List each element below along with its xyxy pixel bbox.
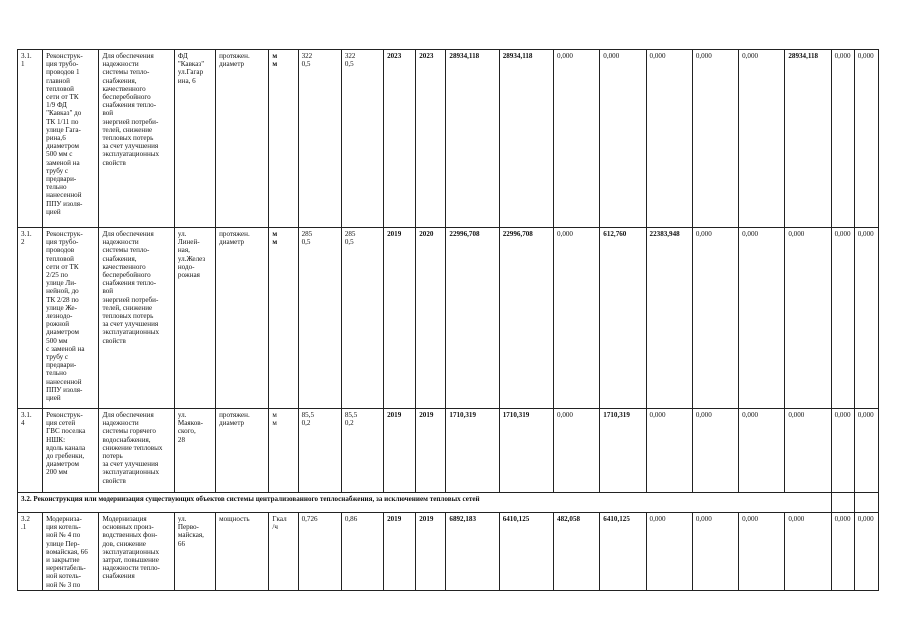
cost-value: 0,000 bbox=[692, 50, 738, 228]
project-purpose: Для обеспечения надежности системы тепло- снабжения, качественного бесперебойного снабжения тепло- вой энергией потреби- телей, снижение тепловых потерь за счет улучшения эксплуатационных свойств bbox=[99, 228, 174, 409]
value-before: 322 0,5 bbox=[298, 50, 341, 228]
year-start: 2019 bbox=[384, 228, 416, 409]
cost-value: 0,000 bbox=[831, 409, 854, 493]
cost-value: 0,000 bbox=[831, 50, 854, 228]
year-start: 2023 bbox=[384, 50, 416, 228]
project-address: ул. Перво- майская, 66 bbox=[174, 513, 215, 591]
cost-value: 482,058 bbox=[554, 513, 600, 591]
project-name: Модерниза- ция котель- ной № 4 по улице Пер- вомайская, 66 и закрытие нерентабель- ной котель- ной № 3 по bbox=[43, 513, 99, 591]
parameter-name: мощность bbox=[216, 513, 269, 591]
row-number: 3.2 .1 bbox=[18, 513, 43, 591]
year-end: 2020 bbox=[416, 228, 446, 409]
table-row bbox=[18, 228, 879, 409]
row-number: 3.1. 4 bbox=[18, 409, 43, 493]
cost-total: 1710,319 bbox=[446, 409, 499, 493]
table-row bbox=[18, 409, 879, 493]
unit: м м bbox=[269, 50, 298, 228]
cost-remaining: 28934,118 bbox=[499, 50, 553, 228]
cost-value: 6410,125 bbox=[600, 513, 646, 591]
year-start: 2019 bbox=[384, 513, 416, 591]
value-after: 0,86 bbox=[341, 513, 383, 591]
cost-value: 612,760 bbox=[600, 228, 646, 409]
cost-value: 0,000 bbox=[785, 513, 831, 591]
parameter-name: протяжен. диаметр bbox=[216, 409, 269, 493]
cost-total: 28934,118 bbox=[446, 50, 499, 228]
cost-value: 22383,948 bbox=[646, 228, 692, 409]
cost-value: 0,000 bbox=[554, 409, 600, 493]
cost-value: 0,000 bbox=[646, 409, 692, 493]
year-end: 2019 bbox=[416, 409, 446, 493]
section-header-row bbox=[18, 493, 879, 513]
cost-value: 0,000 bbox=[554, 228, 600, 409]
cost-value: 0,000 bbox=[600, 50, 646, 228]
unit: Гкал /ч bbox=[269, 513, 298, 591]
cost-total: 22996,708 bbox=[446, 228, 499, 409]
cost-remaining: 6410,125 bbox=[499, 513, 553, 591]
cost-value: 0,000 bbox=[785, 409, 831, 493]
cost-total: 6892,183 bbox=[446, 513, 499, 591]
parameter-name: протяжен. диаметр bbox=[216, 228, 269, 409]
unit: м м bbox=[269, 228, 298, 409]
cost-value: 0,000 bbox=[692, 409, 738, 493]
year-start: 2019 bbox=[384, 409, 416, 493]
project-purpose: Для обеспечения надежности системы горячего водоснабжения, снижение тепловых потерь за счет улучшения эксплуатационных свойств bbox=[99, 409, 174, 493]
section-title: 3.2. Реконструкция или модернизация существующих объектов системы централизованного теплоснабжения, за исключением тепловых сетей bbox=[18, 493, 832, 513]
value-before: 85,5 0,2 bbox=[298, 409, 341, 493]
empty-cell bbox=[831, 493, 854, 513]
parameter-name: протяжен. диаметр bbox=[216, 50, 269, 228]
cost-value: 0,000 bbox=[854, 228, 878, 409]
cost-value: 0,000 bbox=[692, 228, 738, 409]
cost-value: 0,000 bbox=[854, 513, 878, 591]
project-purpose: Для обеспечения надежности системы тепло- снабжения, качественного бесперебойного снабжения тепло- вой энергией потреби- телей, снижение тепловых потерь за счет улучшения эксплуатационных свойств bbox=[99, 50, 174, 228]
project-address: ФД "Кавказ" ул.Гагар ина, 6 bbox=[174, 50, 215, 228]
cost-value: 0,000 bbox=[739, 50, 785, 228]
project-purpose: Модернизация основных произ- водственных фон- дов, снижение эксплуатационных затрат, повышение надежности тепло- снабжения bbox=[99, 513, 174, 591]
cost-value: 0,000 bbox=[739, 513, 785, 591]
value-before: 0,726 bbox=[298, 513, 341, 591]
year-end: 2023 bbox=[416, 50, 446, 228]
cost-value: 0,000 bbox=[854, 50, 878, 228]
project-address: ул. Маяков- ского, 28 bbox=[174, 409, 215, 493]
value-after: 285 0,5 bbox=[341, 228, 383, 409]
cost-remaining: 22996,708 bbox=[499, 228, 553, 409]
cost-value: 0,000 bbox=[831, 513, 854, 591]
cost-value: 0,000 bbox=[692, 513, 738, 591]
table-row bbox=[18, 513, 879, 591]
investment-program-table bbox=[17, 49, 879, 591]
unit: м м bbox=[269, 409, 298, 493]
cost-value: 0,000 bbox=[646, 513, 692, 591]
cost-value: 0,000 bbox=[785, 228, 831, 409]
year-end: 2019 bbox=[416, 513, 446, 591]
cost-value: 1710,319 bbox=[600, 409, 646, 493]
value-before: 285 0,5 bbox=[298, 228, 341, 409]
cost-value: 0,000 bbox=[646, 50, 692, 228]
cost-value: 0,000 bbox=[831, 228, 854, 409]
cost-value: 0,000 bbox=[739, 409, 785, 493]
cost-remaining: 1710,319 bbox=[499, 409, 553, 493]
project-address: ул. Линей- ная, ул.Желез нодо- рожная bbox=[174, 228, 215, 409]
project-name: Реконструк- ция трубо- проводов 1 главной тепловой сети от ТК 1/9 ФД "Кавказ" до ТК 1/11 по улице Гага- рина,6 диаметром 500 мм с заменой на трубу с предвари- тельно нанесенной ППУ изоля- цией bbox=[43, 50, 99, 228]
row-number: 3.1. 2 bbox=[18, 228, 43, 409]
table-row bbox=[18, 50, 879, 228]
value-after: 85,5 0,2 bbox=[341, 409, 383, 493]
cost-value: 28934,118 bbox=[785, 50, 831, 228]
row-number: 3.1. 1 bbox=[18, 50, 43, 228]
project-name: Реконструк- ция трубо- проводов тепловой сети от ТК 2/25 по улице Ли- нейной, до ТК 2/28 по улице Же- лезнодо- рожной диаметром 500 мм с заменой на трубу с предвари- тельно нанесенной ППУ изоля- цией bbox=[43, 228, 99, 409]
value-after: 322 0,5 bbox=[341, 50, 383, 228]
empty-cell bbox=[854, 493, 878, 513]
cost-value: 0,000 bbox=[854, 409, 878, 493]
project-name: Реконструк- ция сетей ГВС поселка НШК: вдоль канала до гребенки, диаметром 200 мм bbox=[43, 409, 99, 493]
cost-value: 0,000 bbox=[554, 50, 600, 228]
cost-value: 0,000 bbox=[739, 228, 785, 409]
